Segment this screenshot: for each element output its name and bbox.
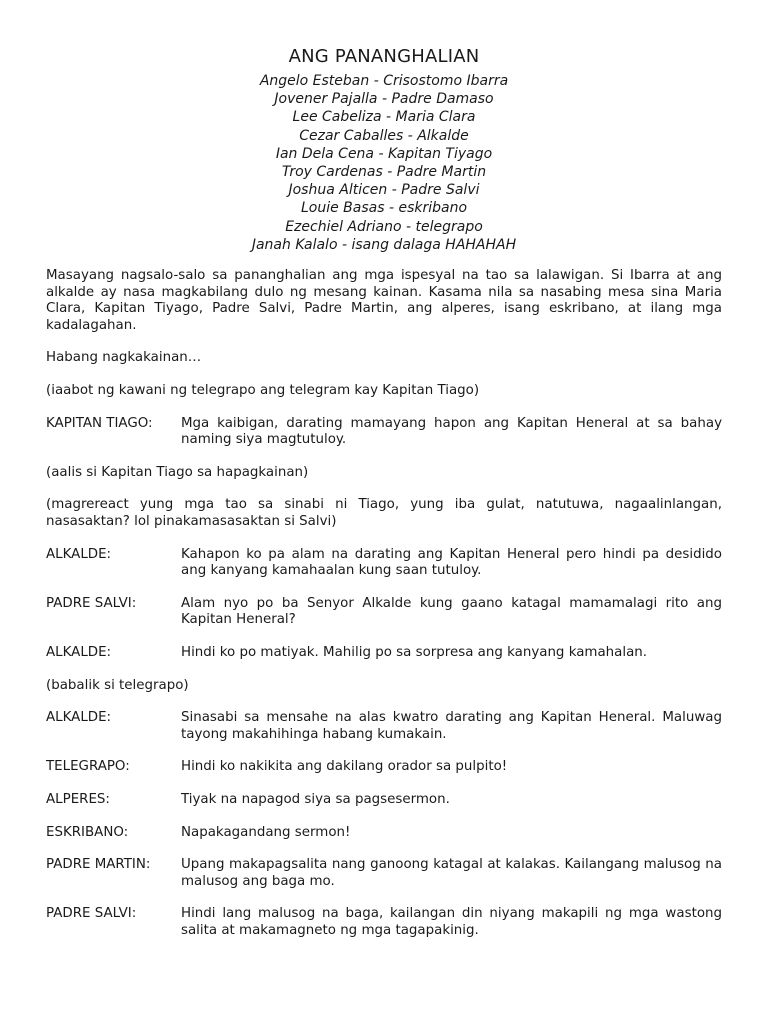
- stage-direction: (magrereact yung mga tao sa sinabi ni Tiago, yung iba gulat, natutuwa, nagaalinlangan, nasasaktan? lol pinakamasasaktan si Salvi): [46, 497, 722, 529]
- document-title: ANG PANANGHALIAN: [288, 46, 480, 67]
- cast-list: [46, 72, 722, 254]
- speech-text: Sinasabi sa mensahe na alas kwatro darating ang Kapitan Heneral. Maluwag tayong makahihinga habang kumakain.: [181, 710, 722, 742]
- cast-member: Janah Kalalo - isang dalaga HAHAHAH: [251, 236, 517, 253]
- dialogue-line: [46, 906, 722, 939]
- stage-direction: (aalis si Kapitan Tiago sa hapagkainan): [46, 464, 309, 480]
- speaker-name: PADRE MARTIN:: [46, 857, 151, 873]
- speaker-name: KAPITAN TIAGO:: [46, 415, 153, 431]
- cast-member: Angelo Esteban - Crisostomo Ibarra: [259, 73, 509, 89]
- cast-member: Louie Basas - eskribano: [300, 200, 468, 217]
- speaker-name: ALKALDE:: [46, 546, 112, 562]
- cast-member: Troy Cardenas - Padre Martin: [281, 164, 487, 181]
- cast-member: Lee Cabeliza - Maria Clara: [292, 109, 476, 126]
- dialogue-line: [46, 416, 722, 449]
- cast-member: Ian Dela Cena - Kapitan Tiyago: [275, 145, 493, 162]
- dialogue-line: [46, 759, 722, 776]
- dialogue-line: [46, 645, 722, 662]
- cast-member: Jovener Pajalla - Padre Damaso: [274, 91, 494, 108]
- speaker-name: TELEGRAPO:: [46, 759, 130, 775]
- dialogue-line: [46, 857, 722, 890]
- speaker-name: ESKRIBANO:: [46, 824, 129, 840]
- speaker-name: ALPERES:: [46, 791, 110, 807]
- dialogue-line: [46, 792, 722, 809]
- stage-direction: (iaabot ng kawani ng telegrapo ang telegram kay Kapitan Tiago): [46, 383, 480, 398]
- cast-member: Cezar Caballes - Alkalde: [299, 127, 469, 144]
- speech-text: Upang makapagsalita nang ganoong katagal at kalakas. Kailangang malusog na malusog ang baga mo.: [181, 857, 722, 889]
- speaker-name: ALKALDE:: [46, 710, 112, 726]
- cast-member: Ezechiel Adriano - telegrapo: [285, 218, 483, 235]
- speaker-name: ALKALDE:: [46, 644, 112, 660]
- cast-member: Joshua Alticen - Padre Salvi: [288, 182, 480, 199]
- dialogue-line: [46, 825, 722, 842]
- dialogue-line: [46, 596, 722, 629]
- intro-paragraph: Masayang nagsalo-salo sa pananghalian ang mga ispesyal na tao sa lalawigan. Si Ibarra at ang alkalde ay nasa magkabilang dulo ng mesang kainan. Kasama nila sa nasabing mesa sina Maria Clara, Kapitan Tiyago, Padre Salvi, Padre Martin, ang alperes, isang eskribano, at ilang mga kadalagahan.: [46, 268, 722, 333]
- speech-text: Mga kaibigan, darating mamayang hapon ang Kapitan Heneral at sa bahay naming siya magtutuloy.: [181, 415, 722, 448]
- speech-text: Hindi lang malusog na baga, kailangan din niyang makapili ng mga wastong salita at makamagneto ng mga tagapakinig.: [181, 906, 722, 938]
- speech-text: Tiyak na napagod siya sa pagsesermon.: [181, 791, 450, 807]
- dialogue-line: [46, 710, 722, 743]
- speaker-name: PADRE SALVI:: [46, 595, 137, 611]
- speech-text: Alam nyo po ba Senyor Alkalde kung gaano katagal mamamalagi rito ang Kapitan Heneral?: [181, 595, 722, 628]
- speech-text: Napakagandang sermon!: [181, 824, 351, 840]
- stage-direction: (babalik si telegrapo): [46, 677, 189, 693]
- dialogue-line: [46, 547, 722, 580]
- speech-text: Hindi ko po matiyak. Mahilig po sa sorpresa ang kanyang kamahalan.: [181, 644, 648, 660]
- speech-text: Kahapon ko pa alam na darating ang Kapitan Heneral pero hindi pa desidido ang kanyang kamahaalan kung saan tutuloy.: [181, 546, 722, 579]
- speaker-name: PADRE SALVI:: [46, 906, 137, 922]
- speech-text: Hindi ko nakikita ang dakilang orador sa pulpito!: [181, 759, 508, 775]
- narration: Habang nagkakainan…: [46, 350, 202, 366]
